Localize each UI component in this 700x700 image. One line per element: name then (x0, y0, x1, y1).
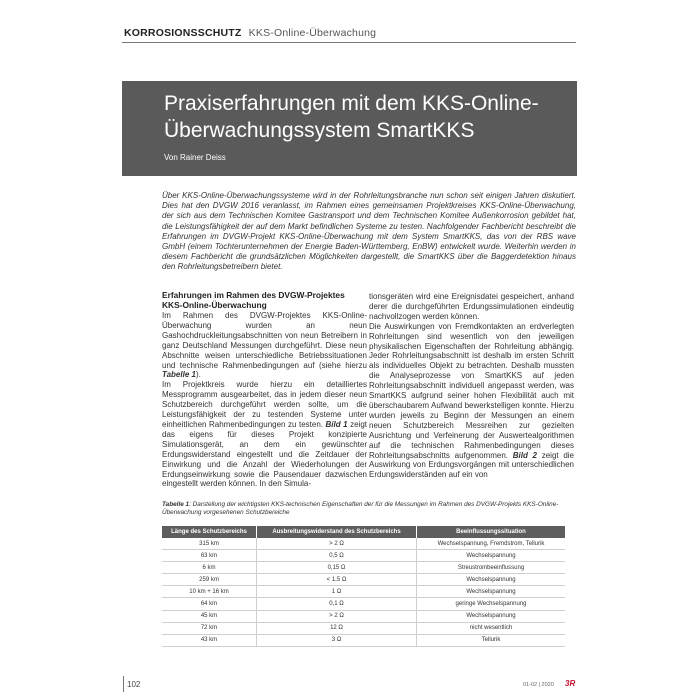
section-heading: Erfahrungen im Rahmen des DVGW-Projektes KKS-Online-Überwachung (162, 290, 345, 310)
table-cell: 0,1 Ω (257, 598, 417, 610)
body-column-left (162, 290, 367, 489)
table-row (162, 598, 565, 610)
table-header-row (162, 526, 565, 538)
properties-table (162, 526, 565, 647)
column-header: Beeinflussungssituation (417, 526, 566, 538)
table-cell: 1 Ω (257, 586, 417, 598)
table-cell: Streustrombeeinflussung (417, 562, 566, 574)
table-cell: Wechselspannung (417, 574, 566, 586)
table-caption-label: Tabelle 1 (162, 501, 190, 508)
table-cell: 43 km (162, 634, 257, 646)
table-row (162, 562, 565, 574)
body-paragraph: Die Auswirkungen von Fremdkontakten an erdverlegten Rohrleitungen sind wesentlich von den jeweiligen physikalischen Eigenschaften der Rohrleitung abhängig. Jeder Rohrleitungsabschnitt ist deshalb im ersten Schritt als individuelles Objekt zu betrachten. Deshalb mussten die Analyseprozesse von SmartKKS auf jeden Rohrleitungsabschnitt individuell angepasst werden, was SmartKKS aufgrund seiner hohen Flexibilität auch mit überschaubarem Aufwand bewerkstelligen konnte. Hierzu wurden jeweils zu Beginn der Messungen an einem neuen Schutzbereich Messreihen zur gezielten Ausrichtung und Verfeinerung der Auswertealgorithmen auf die technischen Rahmenbedingungen dieses Rohrleitungsabschnitts aufgenommen. Bild 2 zeigt die Auswirkung von Erdungsvorgängen mit unterschiedlichen Erdungswiderständen auf ein von (369, 321, 575, 480)
table-cell: 259 km (162, 574, 257, 586)
table-row (162, 610, 565, 622)
table-cell: Wechselspannung, Fremdstrom, Tellurik (417, 538, 566, 550)
table-row (162, 586, 565, 598)
table-cell: geringe Wechselspannung (417, 598, 566, 610)
body-paragraph: tionsgeräten wird eine Ereignisdatei gespeichert, anhand derer die durchgeführten Erdungssimulationen eindeutig nachvollzogen werden können. (369, 292, 574, 321)
table-cell: 0,15 Ω (257, 562, 417, 574)
column-header: Ausbreitungswiderstand des Schutzbereichs (257, 526, 417, 538)
table-cell: 45 km (162, 610, 257, 622)
table-row (162, 574, 565, 586)
title-box (122, 81, 577, 176)
table-cell: Wechselspannung (417, 586, 566, 598)
table-cell: nicht wesentlich (417, 622, 566, 634)
table-cell: 72 km (162, 622, 257, 634)
table-cell: > 2 Ω (257, 538, 417, 550)
table-cell: Tellurik (417, 634, 566, 646)
table-cell: < 1,5 Ω (257, 574, 417, 586)
table-cell: 63 km (162, 550, 257, 562)
figure-reference: Bild 1 (325, 419, 348, 429)
table-row (162, 634, 565, 646)
table-reference: Tabelle 1 (162, 370, 196, 380)
table-cell: 64 km (162, 598, 257, 610)
issue-label: 01-02 | 2020 (523, 682, 554, 688)
table-cell: Wechselspannung (417, 610, 566, 622)
author-byline: Von Rainer Deiss (164, 153, 226, 162)
table-row (162, 538, 565, 550)
running-header (124, 27, 376, 39)
table-cell: 0,5 Ω (257, 550, 417, 562)
column-header: Länge des Schutzbereichs (162, 526, 257, 538)
table-row (162, 622, 565, 634)
lead-paragraph: Über KKS-Online-Überwachungssysteme wird in der Rohrleitungsbranche nun schon seit einigen Jahren diskutiert. Dies hat den DVGW 2016 veranlasst, im Rahmen eines gemeinsamen Projektkreises KKS-Online-Überwachung, der sich aus dem Technischen Komitee Gastransport und dem Technischen Komitee Außenkorrosion gebildet hat, die Leistungsfähigkeit der auf dem Markt befindlichen Systeme zu testen. Nachfolgender Fachbericht beschreibt die Erfahrungen im DVGW-Projekt KKS-Online-Überwachung mit dem System SmartKKS, das von der RBS wave GmbH (einem Tochterunternehmen der Energie Baden-Württemberg, EnBW) entwickelt wurde. Weiterhin werden in diesem Fachbericht die grundsätzlichen Möglichkeiten dargestellt, die SmartKKS über die Baggerdetektion hinaus den Rohrleitungsbetreibern bietet. (162, 191, 576, 272)
publisher-logo: 3R (565, 679, 576, 688)
table-caption: Tabelle 1: Darstellung der wichtigsten KKS-technischen Eigenschaften der für die Messungen im Rahmen des DVGW-Projekts KKS-Online-Überwachung vorgesehenen Schutzbereiche (162, 501, 559, 517)
table-cell: 6 km (162, 562, 257, 574)
table-cell: 10 km + 16 km (162, 586, 257, 598)
table-cell: 315 km (162, 538, 257, 550)
article-title (164, 90, 574, 144)
title-line-2: Überwachungssystem SmartKKS (164, 119, 475, 142)
title-line-1: Praxiserfahrungen mit dem KKS-Online- (164, 92, 539, 115)
page-number: 102 (127, 680, 141, 689)
page-number-divider (123, 676, 124, 692)
table-cell: 3 Ω (257, 634, 417, 646)
body-paragraph: Im Projektkreis wurde hierzu ein detailliertes Messprogramm ausgearbeitet, das in jedem dieser neun Schutzbereich durchgeführt werden sollte, um die Leistungsfähigkeit der zu testenden Systeme unter einheitlichen Rahmenbedingungen zu testen. Bild 1 zeigt das eigens für dieses Projekt konzipierte Simulationsgerät, an dem ein gewünschter Erdungswiderstand eingestellt und die Zeitdauer der Einwirkung und die Anzahl der Wiederholungen der Erdungseinwirkung sowie die Pausendauer dazwischen eingestellt werden können. In den Simula- (162, 380, 368, 489)
subsection-label: KKS-Online-Überwachung (248, 27, 377, 39)
table-cell: 12 Ω (257, 622, 417, 634)
table-cell: > 2 Ω (257, 610, 417, 622)
section-label: KORROSIONSSCHUTZ (124, 27, 242, 39)
body-paragraph: Im Rahmen des DVGW-Projektes KKS-Online-Überwachung wurden an neun Gashochdruckleitungsabschnitten von neun Betreibern in ganz Deutschland Messungen durchgeführt. Diese neun Abschnitte weisen unterschiedliche Betriebssituationen und technische Rahmenbedingungen auf (siehe hierzu Tabelle 1). (162, 311, 367, 380)
body-column-right (369, 292, 574, 480)
table-row (162, 550, 565, 562)
header-divider (122, 42, 576, 43)
figure-reference: Bild 2 (512, 450, 538, 460)
table-cell: Wechselspannung (417, 550, 566, 562)
